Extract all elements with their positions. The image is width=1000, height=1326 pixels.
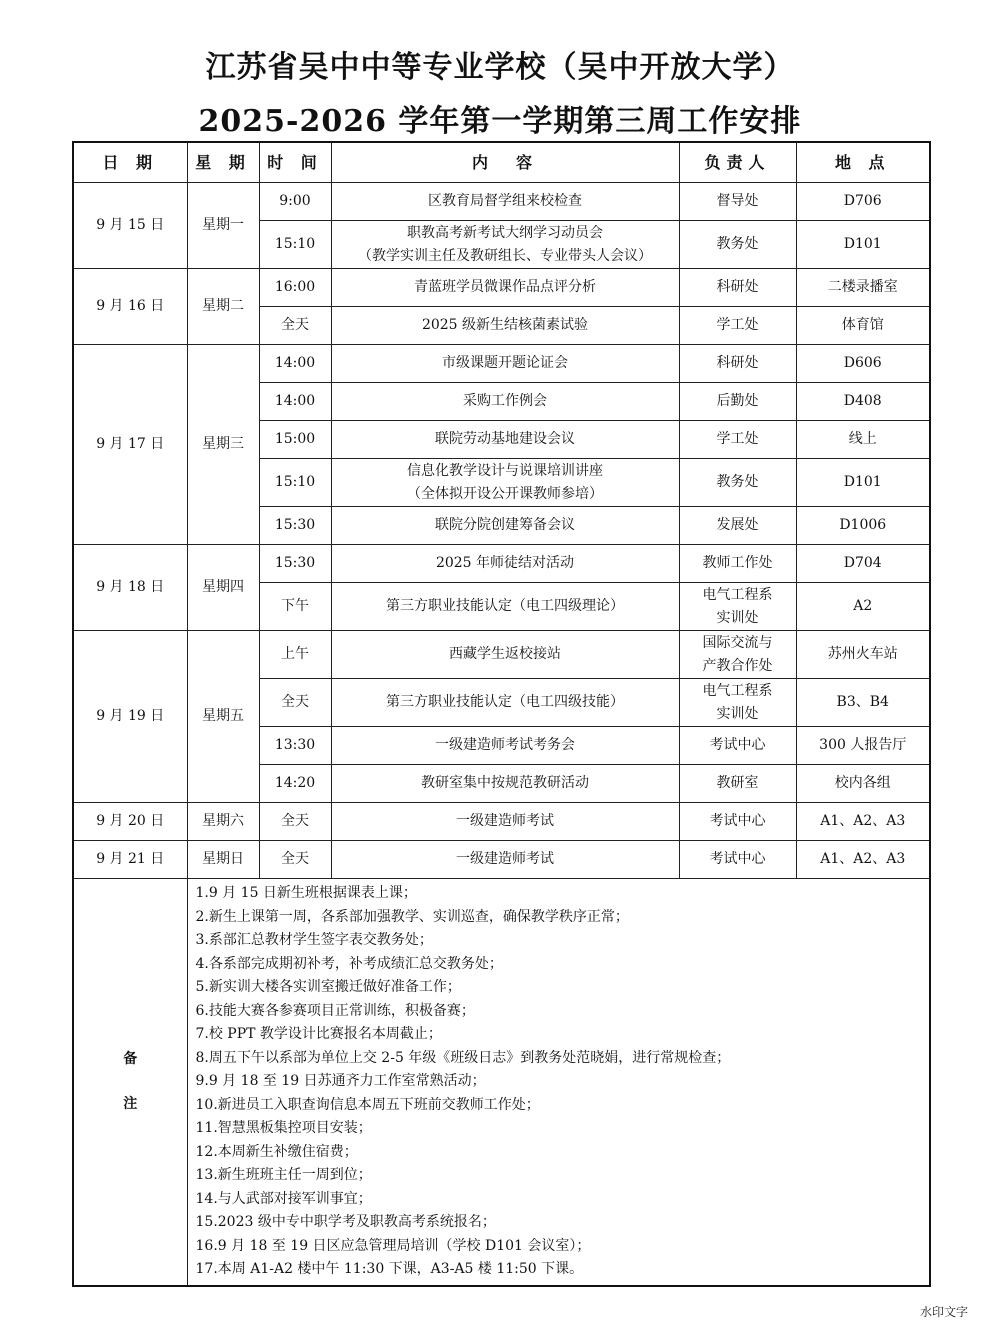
weekday-cell: 星期日 [187, 841, 259, 879]
schedule-table [72, 141, 931, 1287]
content-cell [331, 307, 679, 345]
time-cell: 上午 [259, 631, 331, 679]
owner-cell [679, 679, 796, 727]
date-cell: 9 月 18 日 [73, 545, 187, 631]
note-item: 5.新实训大楼各实训室搬迁做好准备工作； [195, 979, 461, 995]
owner-cell [679, 583, 796, 631]
content-line: 信息化教学设计与说课培训讲座 [407, 462, 603, 479]
note-item: 6.技能大赛各参赛项目正常训练，积极备赛； [195, 1002, 475, 1019]
weekday-cell: 星期二 [187, 269, 259, 345]
time-cell: 9:00 [259, 183, 331, 221]
content-cell [331, 727, 679, 765]
place-cell: A2 [796, 583, 930, 631]
time-cell: 15:00 [259, 421, 331, 459]
content-line: 一级建造师考试 [456, 813, 554, 829]
notes-label-char: 注 [123, 1095, 138, 1112]
time-cell: 全天 [259, 307, 331, 345]
content-cell [331, 269, 679, 307]
place-cell: D1006 [796, 507, 930, 545]
owner-cell [679, 545, 796, 583]
place-cell: 苏州火车站 [796, 631, 930, 679]
content-cell [331, 183, 679, 221]
content-cell [331, 383, 679, 421]
notes-list [187, 879, 930, 1286]
time-cell: 15:30 [259, 507, 331, 545]
place-cell: 线上 [796, 421, 930, 459]
table-row [73, 545, 930, 583]
note-item: 16.9 月 18 至 19 日区应急管理局培训（学校 D101 会议室）； [195, 1237, 591, 1254]
owner-line: 电气工程系 [702, 586, 773, 603]
note-item: 4.各系部完成期初补考，补考成绩汇总交教务处； [195, 955, 503, 972]
owner-line: 考试中心 [709, 813, 766, 829]
place-cell: D101 [796, 221, 930, 269]
place-cell: A1、A2、A3 [796, 803, 930, 841]
column-header: 地 点 [796, 142, 930, 183]
content-line: 职教高考新考试大纲学习动员会 [407, 224, 603, 241]
time-cell: 15:10 [259, 459, 331, 507]
content-cell [331, 583, 679, 631]
note-item: 12.本周新生补缴住宿费； [195, 1143, 358, 1160]
owner-cell [679, 421, 796, 459]
content-line: （全体拟开设公开课教师参培） [407, 485, 603, 502]
time-cell: 16:00 [259, 269, 331, 307]
owner-cell [679, 459, 796, 507]
owner-cell [679, 803, 796, 841]
owner-line: 电气工程系 [702, 682, 773, 699]
owner-line: 国际交流与 [702, 634, 773, 651]
content-line: 一级建造师考试考务会 [435, 737, 575, 753]
note-item: 11.智慧黑板集控项目安装； [195, 1120, 372, 1136]
table-row [73, 631, 930, 679]
owner-line: 教师工作处 [702, 555, 773, 571]
owner-cell [679, 269, 796, 307]
time-cell: 14:00 [259, 383, 331, 421]
content-line: （教学实训主任及教研组长、专业带头人会议） [358, 247, 652, 264]
content-cell [331, 841, 679, 879]
place-cell: D101 [796, 459, 930, 507]
owner-cell [679, 765, 796, 803]
content-line: 2025 年师徒结对活动 [435, 555, 575, 571]
content-line: 2025 级新生结核菌素试验 [421, 317, 589, 333]
owner-cell [679, 307, 796, 345]
date-cell: 9 月 17 日 [73, 345, 187, 545]
content-line: 联院劳动基地建设会议 [435, 431, 575, 447]
column-header: 时 间 [259, 142, 331, 183]
place-cell: D706 [796, 183, 930, 221]
table-row [73, 183, 930, 221]
weekday-cell: 星期六 [187, 803, 259, 841]
owner-cell [679, 727, 796, 765]
owner-line: 实训处 [716, 609, 759, 626]
owner-line: 教务处 [716, 236, 759, 252]
column-header: 内 容 [331, 142, 679, 183]
owner-line: 科研处 [716, 279, 759, 295]
time-cell: 全天 [259, 841, 331, 879]
content-cell [331, 221, 679, 269]
content-line: 青蓝班学员微课作品点评分析 [414, 279, 596, 295]
owner-line: 实训处 [716, 705, 759, 722]
column-header: 星 期 [187, 142, 259, 183]
date-cell: 9 月 20 日 [73, 803, 187, 841]
column-header: 负责人 [679, 142, 796, 183]
time-cell: 全天 [259, 803, 331, 841]
notes-row [73, 879, 930, 1286]
time-cell: 14:00 [259, 345, 331, 383]
note-item: 17.本周 A1-A2 楼中午 11:30 下课，A3-A5 楼 11:50 下课。 [195, 1261, 584, 1277]
content-line: 西藏学生返校接站 [449, 646, 561, 662]
time-cell: 15:30 [259, 545, 331, 583]
owner-line: 考试中心 [709, 851, 766, 867]
table-row [73, 803, 930, 841]
owner-cell [679, 345, 796, 383]
table-row [73, 345, 930, 383]
content-cell [331, 507, 679, 545]
note-item: 2.新生上课第一周，各系部加强教学、实训巡查，确保教学秩序正常； [195, 908, 629, 925]
content-line: 第三方职业技能认定（电工四级理论） [386, 598, 624, 614]
note-item: 10.新进员工入职查询信息本周五下班前交教师工作处； [195, 1096, 540, 1113]
content-cell [331, 631, 679, 679]
weekday-cell: 星期四 [187, 545, 259, 631]
content-cell [331, 459, 679, 507]
date-cell: 9 月 16 日 [73, 269, 187, 345]
weekday-cell: 星期五 [187, 631, 259, 803]
time-cell: 全天 [259, 679, 331, 727]
note-item: 15.2023 级中专中职学考及职教高考系统报名； [195, 1214, 496, 1230]
owner-cell [679, 383, 796, 421]
place-cell: 体育馆 [796, 307, 930, 345]
note-item: 3.系部汇总教材学生签字表交教务处； [195, 932, 433, 948]
notes-label [73, 879, 187, 1286]
content-line: 采购工作例会 [463, 393, 547, 409]
content-line: 市级课题开题论证会 [442, 355, 568, 371]
note-item: 14.与人武部对接军训事宜； [195, 1190, 372, 1207]
owner-cell [679, 507, 796, 545]
time-cell: 14:20 [259, 765, 331, 803]
owner-line: 科研处 [716, 355, 759, 371]
place-cell: 300 人报告厅 [796, 727, 930, 765]
table-row [73, 841, 930, 879]
date-cell: 9 月 21 日 [73, 841, 187, 879]
weekday-cell: 星期三 [187, 345, 259, 545]
content-cell [331, 765, 679, 803]
owner-cell [679, 183, 796, 221]
owner-line: 教务处 [716, 474, 759, 490]
document-title-line1: 江苏省吴中中等专业学校（吴中开放大学） [205, 50, 795, 85]
document-title-line2: 2025-2026 学年第一学期第三周工作安排 [198, 104, 802, 139]
owner-cell [679, 841, 796, 879]
table-row [73, 269, 930, 307]
content-cell [331, 421, 679, 459]
time-cell: 15:10 [259, 221, 331, 269]
table-header-row [73, 142, 930, 183]
owner-line: 后勤处 [716, 393, 759, 409]
watermark-text: 水印文字 [919, 1305, 968, 1319]
owner-cell [679, 221, 796, 269]
place-cell: D606 [796, 345, 930, 383]
note-item: 8.周五下午以系部为单位上交 2-5 年级《班级日志》到教务处范晓娟，进行常规检查； [195, 1049, 731, 1066]
owner-line: 学工处 [716, 317, 759, 333]
content-cell [331, 803, 679, 841]
place-cell: B3、B4 [796, 679, 930, 727]
time-cell: 下午 [259, 583, 331, 631]
note-item: 1.9 月 15 日新生班根据课表上课； [195, 885, 417, 901]
weekday-cell: 星期一 [187, 183, 259, 269]
content-line: 第三方职业技能认定（电工四级技能） [386, 694, 624, 710]
owner-line: 学工处 [716, 431, 759, 447]
date-cell: 9 月 15 日 [73, 183, 187, 269]
owner-line: 督导处 [716, 193, 759, 209]
note-item: 7.校 PPT 教学设计比赛报名本周截止； [195, 1026, 442, 1042]
content-line: 区教育局督学组来校检查 [428, 193, 582, 209]
column-header: 日 期 [73, 142, 187, 183]
owner-line: 教研室 [716, 775, 759, 791]
place-cell: D704 [796, 545, 930, 583]
place-cell: D408 [796, 383, 930, 421]
owner-line: 产教合作处 [702, 657, 773, 674]
time-cell: 13:30 [259, 727, 331, 765]
notes-label-char: 备 [123, 1050, 138, 1067]
note-item: 13.新生班班主任一周到位； [195, 1167, 372, 1183]
content-line: 联院分院创建筹备会议 [435, 517, 575, 533]
content-cell [331, 545, 679, 583]
schedule-body [73, 183, 930, 879]
owner-cell [679, 631, 796, 679]
place-cell: 校内各组 [796, 765, 930, 803]
content-cell [331, 345, 679, 383]
note-item: 9.9 月 18 至 19 日苏通齐力工作室常熟活动； [195, 1073, 486, 1089]
owner-line: 发展处 [716, 517, 759, 533]
place-cell: A1、A2、A3 [796, 841, 930, 879]
place-cell: 二楼录播室 [796, 269, 930, 307]
content-line: 一级建造师考试 [456, 851, 554, 867]
content-cell [331, 679, 679, 727]
content-line: 教研室集中按规范教研活动 [421, 775, 589, 791]
date-cell: 9 月 19 日 [73, 631, 187, 803]
owner-line: 考试中心 [709, 737, 766, 753]
